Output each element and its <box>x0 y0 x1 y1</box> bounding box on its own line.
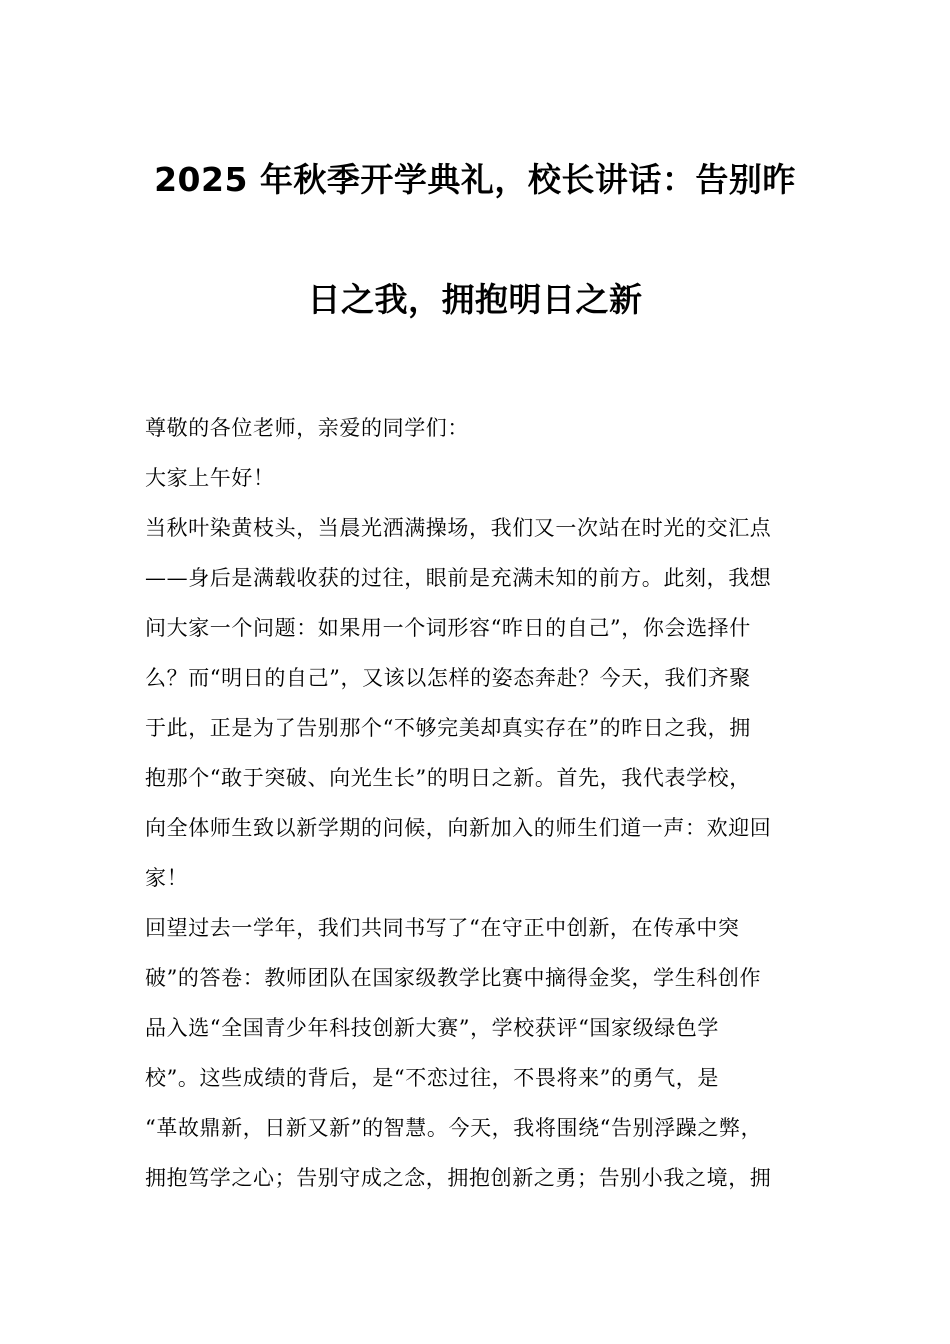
document-body <box>145 410 825 1210</box>
paragraph-2-line: “革故鼎新，日新又新”的智慧。今天，我将围绕“告别浮躁之弊， <box>145 1116 763 1140</box>
paragraph-2-line: 校”。这些成绩的背后，是“不恋过往，不畏将来”的勇气，是 <box>145 1066 720 1090</box>
paragraph-1-line: 于此，正是为了告别那个“不够完美却真实存在”的昨日之我，拥 <box>145 716 751 740</box>
paragraph-2-line: 破”的答卷：教师团队在国家级教学比赛中摘得金奖，学生科创作 <box>145 966 762 990</box>
paragraph-1-line: 家！ <box>145 866 189 890</box>
paragraph-1-line: ——身后是满载收获的过往，眼前是充满未知的前方。此刻，我想 <box>145 566 772 590</box>
paragraph-1-line: 抱那个“敢于突破、向光生长”的明日之新。首先，我代表学校， <box>145 766 751 790</box>
salutation-line: 尊敬的各位老师，亲爱的同学们： <box>145 416 469 440</box>
paragraph-2-line: 回望过去一学年，我们共同书写了“在守正中创新，在传承中突 <box>145 916 740 940</box>
greeting-line: 大家上午好！ <box>145 466 275 490</box>
paragraph-1-line: 当秋叶染黄枝头，当晨光洒满操场，我们又一次站在时光的交汇点 <box>145 516 772 540</box>
document-title-line-2: 日之我，拥抱明日之新 <box>307 280 643 319</box>
paragraph-1-line: 问大家一个问题：如果用一个词形容“昨日的自己”，你会选择什 <box>145 616 751 640</box>
document-title-line-1: 2025 年秋季开学典礼，校长讲话：告别昨 <box>154 160 796 199</box>
paragraph-2-line: 品入选“全国青少年科技创新大赛”，学校获评“国家级绿色学 <box>145 1016 720 1040</box>
paragraph-1-line: 向全体师生致以新学期的问候，向新加入的师生们道一声：欢迎回 <box>145 816 772 840</box>
paragraph-2-line: 拥抱笃学之心；告别守成之念，拥抱创新之勇；告别小我之境，拥 <box>145 1166 772 1190</box>
paragraph-1-line: 么？而“明日的自己”，又该以怎样的姿态奔赴？今天，我们齐聚 <box>145 666 751 690</box>
